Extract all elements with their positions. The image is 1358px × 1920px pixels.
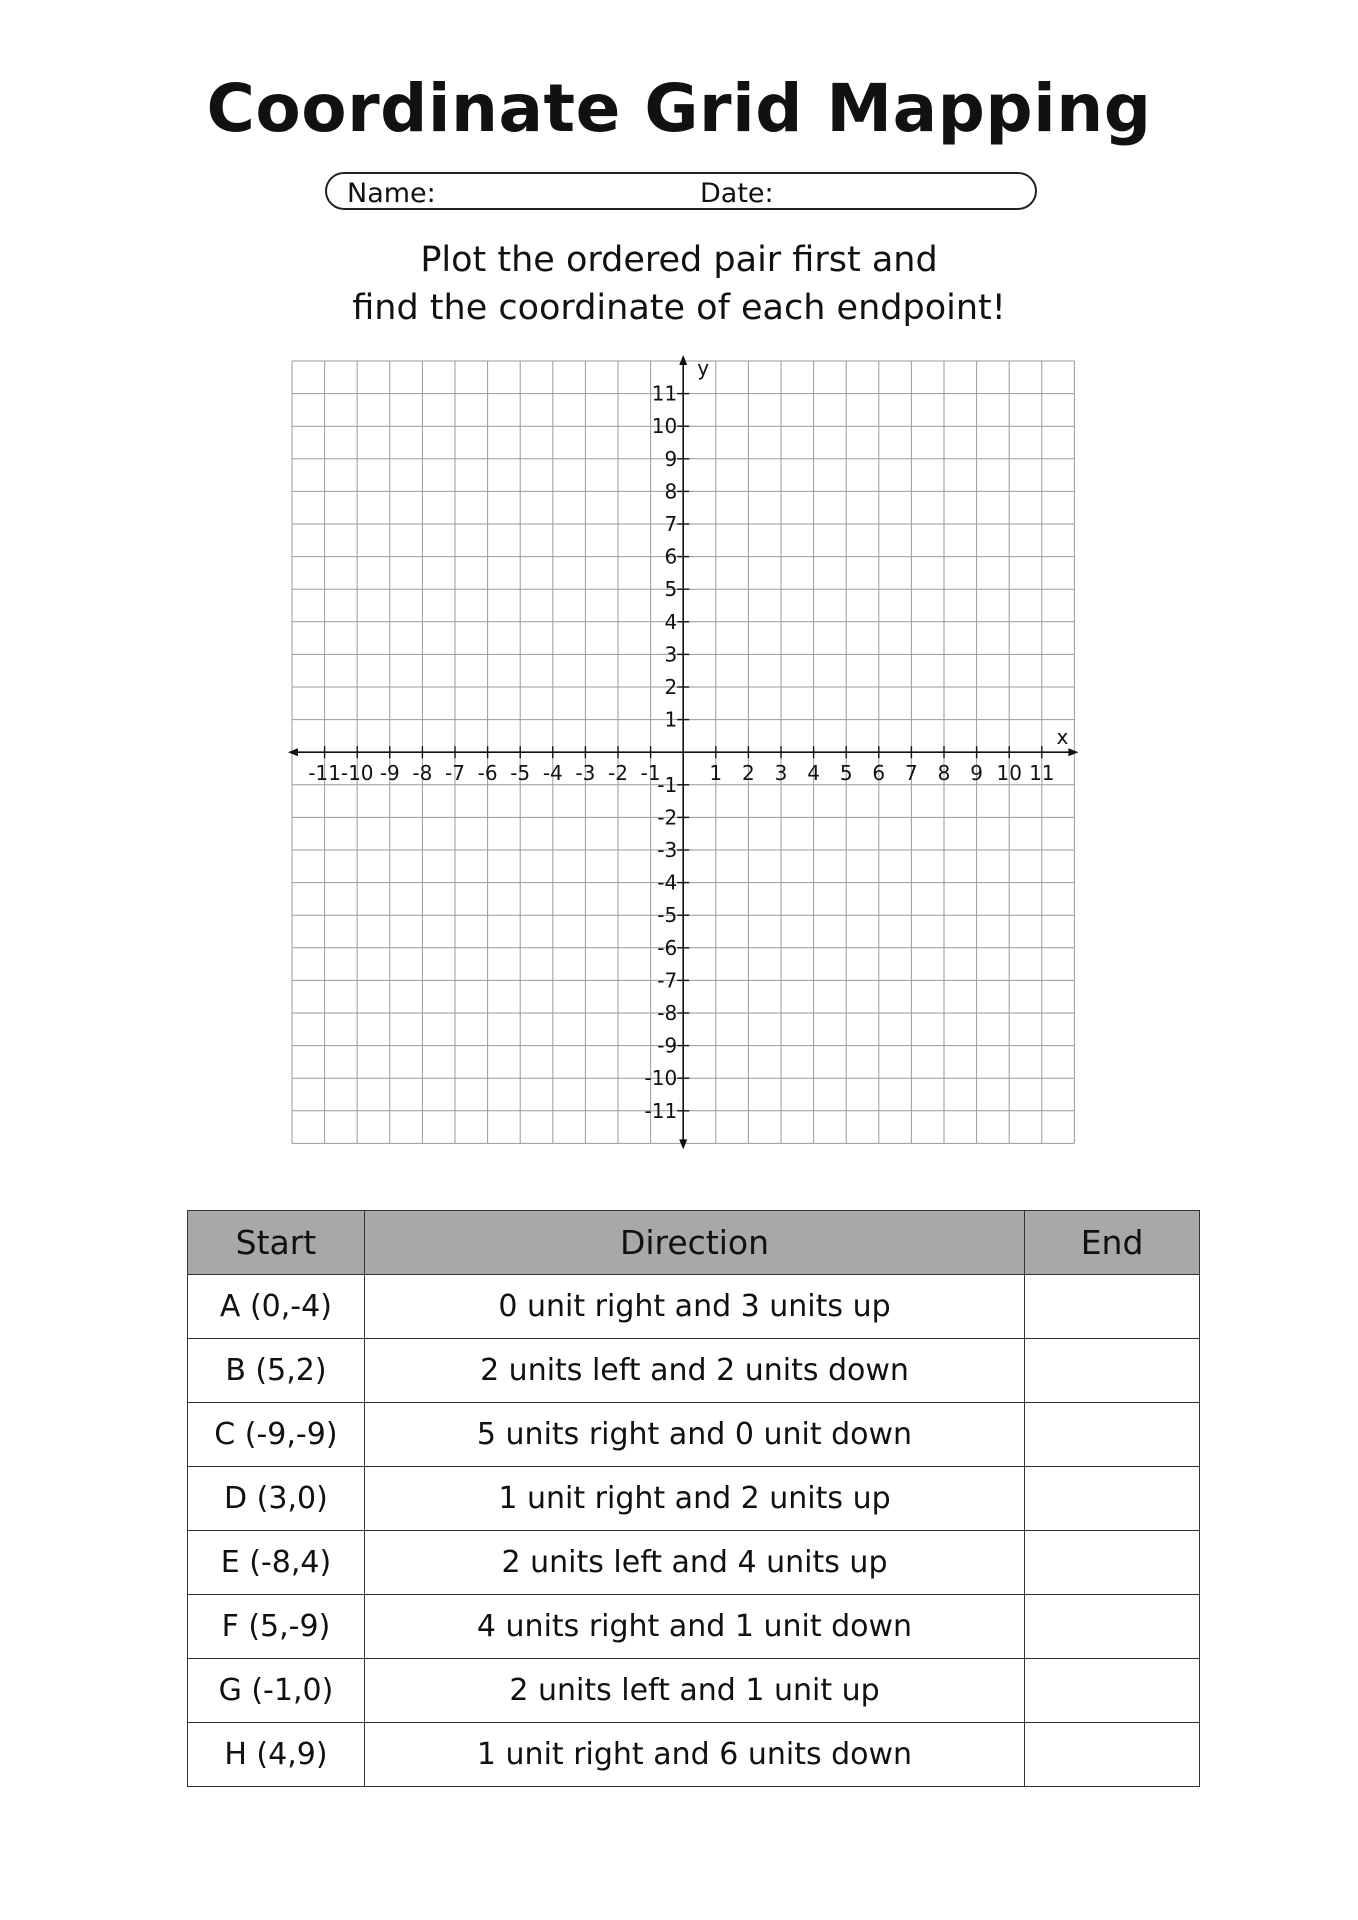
direction-cell: 2 units left and 4 units up [364,1531,1024,1595]
start-cell: D (3,0) [188,1467,365,1531]
y-tick-label: -7 [657,968,678,993]
y-tick-label: 7 [664,512,678,536]
x-tick-label: 9 [970,761,983,786]
x-axis-label: x [1056,725,1069,750]
direction-cell: 1 unit right and 6 units down [364,1723,1024,1787]
x-tick-label: 5 [839,761,853,786]
table-row [188,1531,1200,1595]
date-label: Date: [700,178,774,209]
header-start: Start [188,1211,365,1275]
y-tick-label: -1 [657,772,678,797]
y-tick-label: -9 [657,1033,678,1058]
y-tick-label: 10 [651,414,678,439]
direction-cell: 4 units right and 1 unit down [364,1595,1024,1659]
end-cell[interactable] [1025,1403,1200,1467]
x-tick-label: 6 [872,761,886,786]
start-cell: H (4,9) [188,1723,365,1787]
x-tick-label: -7 [445,761,465,786]
table-row [188,1275,1200,1339]
end-cell[interactable] [1025,1339,1200,1403]
direction-cell: 5 units right and 0 unit down [364,1403,1024,1467]
direction-cell: 0 unit right and 3 units up [364,1275,1024,1339]
start-cell: A (0,-4) [188,1275,365,1339]
y-tick-label: 8 [664,479,678,504]
x-tick-label: 4 [807,761,820,786]
y-tick-label: 4 [664,609,678,634]
y-axis-arrow-up [679,355,687,365]
table-header-row [188,1211,1200,1275]
y-tick-label: 11 [651,381,678,406]
x-tick-label: 11 [1029,761,1055,786]
page-title: Coordinate Grid Mapping [206,70,1152,147]
x-tick-label: 3 [774,761,788,786]
x-tick-label: -5 [510,761,531,786]
y-tick-label: -2 [657,805,678,830]
x-tick-label: 10 [996,761,1022,786]
y-tick-label: 5 [664,577,678,602]
direction-cell: 1 unit right and 2 units up [364,1467,1024,1531]
x-tick-label: -2 [608,761,628,786]
y-tick-label: -8 [657,1001,678,1025]
table-row [188,1723,1200,1787]
x-tick-label: -1 [640,761,661,786]
x-tick-label: -11 [308,761,341,786]
y-tick-label: 1 [664,707,678,732]
x-tick-label: -10 [340,761,374,786]
end-cell[interactable] [1025,1595,1200,1659]
header-end: End [1025,1211,1200,1275]
coordinate-grid[interactable] [288,355,1088,1155]
y-tick-label: -11 [644,1098,678,1123]
x-tick-label: -8 [412,761,433,786]
y-tick-label: 9 [664,446,678,471]
y-tick-label: -3 [657,838,678,862]
y-tick-label: -5 [657,903,678,928]
y-tick-label: 6 [664,544,678,569]
end-cell[interactable] [1025,1531,1200,1595]
directions-table [187,1210,1200,1787]
table-row [188,1467,1200,1531]
table-row [188,1403,1200,1467]
start-cell: C (-9,-9) [188,1403,365,1467]
y-axis-label: y [697,356,710,380]
direction-cell: 2 units left and 1 unit up [364,1659,1024,1723]
y-tick-label: 3 [664,642,678,667]
direction-cell: 2 units left and 2 units down [364,1339,1024,1403]
name-label: Name: [347,178,436,209]
end-cell[interactable] [1025,1659,1200,1723]
instructions-line-2: find the coordinate of each endpoint! [352,288,1006,328]
x-tick-label: 2 [742,761,755,786]
end-cell[interactable] [1025,1275,1200,1339]
header-direction: Direction [364,1211,1024,1275]
start-cell: E (-8,4) [188,1531,365,1595]
y-tick-label: -6 [657,935,678,960]
name-date-field[interactable] [325,172,1037,210]
y-axis-arrow-down [679,1139,687,1149]
table-row [188,1339,1200,1403]
y-tick-label: -10 [644,1066,678,1091]
instructions [0,236,1358,332]
end-cell[interactable] [1025,1467,1200,1531]
x-tick-label: -4 [542,761,563,786]
x-tick-label: 7 [905,761,918,786]
x-axis-arrow-right [1068,748,1078,756]
instructions-line-1: Plot the ordered pair first and [420,240,938,280]
start-cell: B (5,2) [188,1339,365,1403]
y-tick-label: -4 [657,870,678,895]
x-axis-arrow-left [288,748,298,756]
start-cell: G (-1,0) [188,1659,365,1723]
table-row [188,1595,1200,1659]
x-tick-label: -3 [575,761,596,786]
y-tick-label: 2 [664,675,678,699]
table-row [188,1659,1200,1723]
x-tick-label: 1 [709,761,723,786]
x-tick-label: -9 [379,761,400,786]
x-tick-label: 8 [937,761,951,786]
end-cell[interactable] [1025,1723,1200,1787]
x-tick-label: -6 [477,761,498,786]
start-cell: F (5,-9) [188,1595,365,1659]
